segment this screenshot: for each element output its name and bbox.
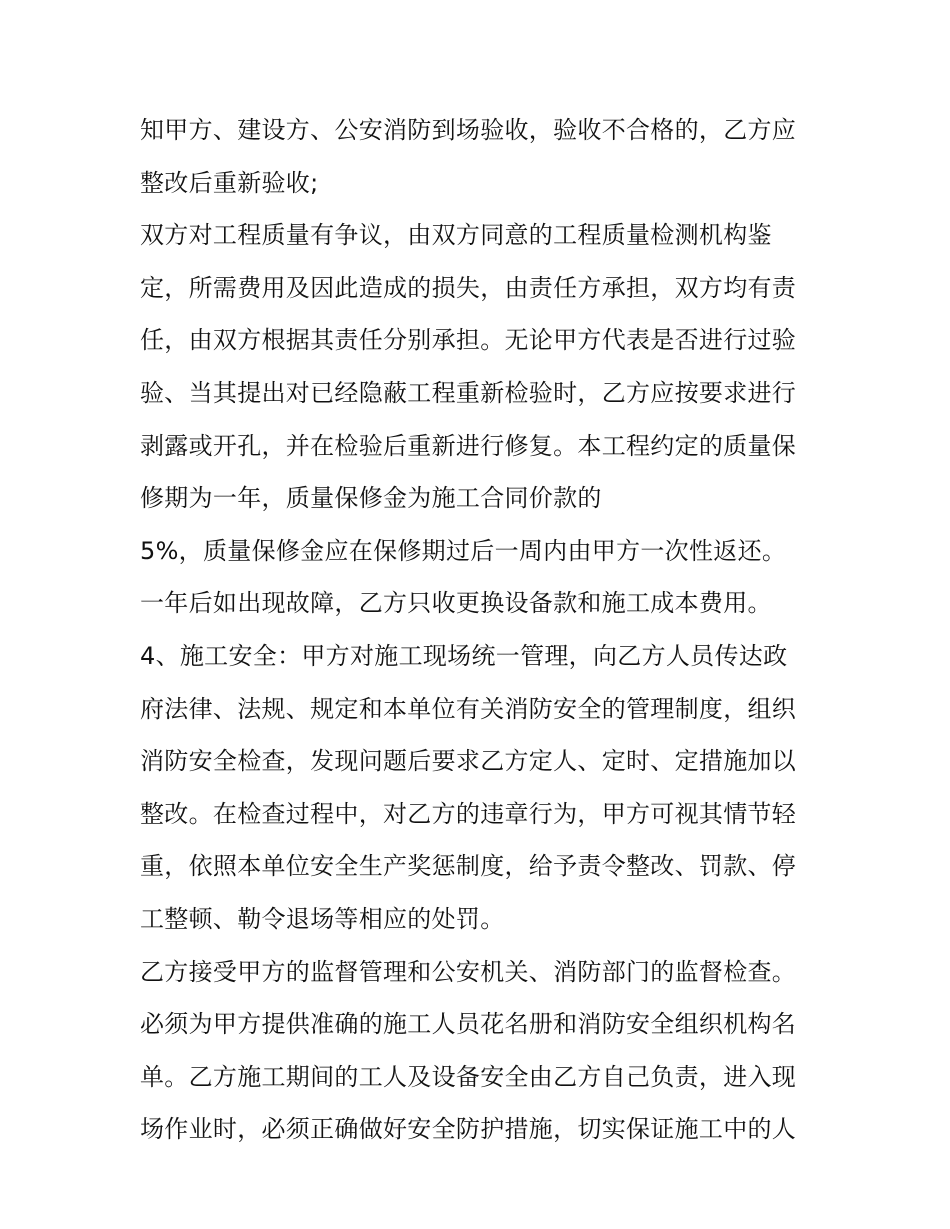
text-line: 场作业时，必须正确做好安全防护措施，切实保证施工中的人 xyxy=(140,1115,797,1144)
text-line: 修期为一年，质量保修金为施工合同价款的 xyxy=(140,484,602,513)
text-line: 乙方接受甲方的监督管理和公安机关、消防部门的监督检查。 xyxy=(140,957,797,986)
text-line: 重，依照本单位安全生产奖惩制度，给予责令整改、罚款、停 xyxy=(140,852,797,881)
text-line: 府法律、法规、规定和本单位有关消防安全的管理制度，组织 xyxy=(140,694,797,723)
text-line: 知甲方、建设方、公安消防到场验收，验收不合格的，乙方应 xyxy=(140,116,797,144)
text-line: 整改后重新验收; xyxy=(140,168,319,197)
body-text xyxy=(140,104,830,1156)
text-line: 整改。在检查过程中，对乙方的违章行为，甲方可视其情节轻 xyxy=(140,799,797,828)
text-line: 必须为甲方提供准确的施工人员花名册和消防安全组织机构名 xyxy=(140,1010,797,1039)
text-line: 5%，质量保修金应在保修期过后一周内由甲方一次性返还。 xyxy=(140,536,787,565)
text-line: 4、施工安全：甲方对施工现场统一管理，向乙方人员传达政 xyxy=(140,641,788,670)
text-line: 工整顿、勒令退场等相应的处罚。 xyxy=(140,904,505,933)
text-line: 一年后如出现故障，乙方只收更换设备款和施工成本费用。 xyxy=(140,589,772,618)
text-line: 单。乙方施工期间的工人及设备安全由乙方自己负责，进入现 xyxy=(140,1062,797,1091)
text-line: 任，由双方根据其责任分别承担。无论甲方代表是否进行过验 xyxy=(140,326,797,355)
text-line: 消防安全检查，发现问题后要求乙方定人、定时、定措施加以 xyxy=(140,747,797,776)
text-line: 验、当其提出对已经隐蔽工程重新检验时，乙方应按要求进行 xyxy=(140,378,797,407)
text-line: 定，所需费用及因此造成的损失，由责任方承担，双方均有责 xyxy=(140,273,797,302)
text-line: 双方对工程质量有争议，由双方同意的工程质量检测机构鉴 xyxy=(140,221,772,250)
text-line: 剥露或开孔，并在检验后重新进行修复。本工程约定的质量保 xyxy=(140,431,797,460)
